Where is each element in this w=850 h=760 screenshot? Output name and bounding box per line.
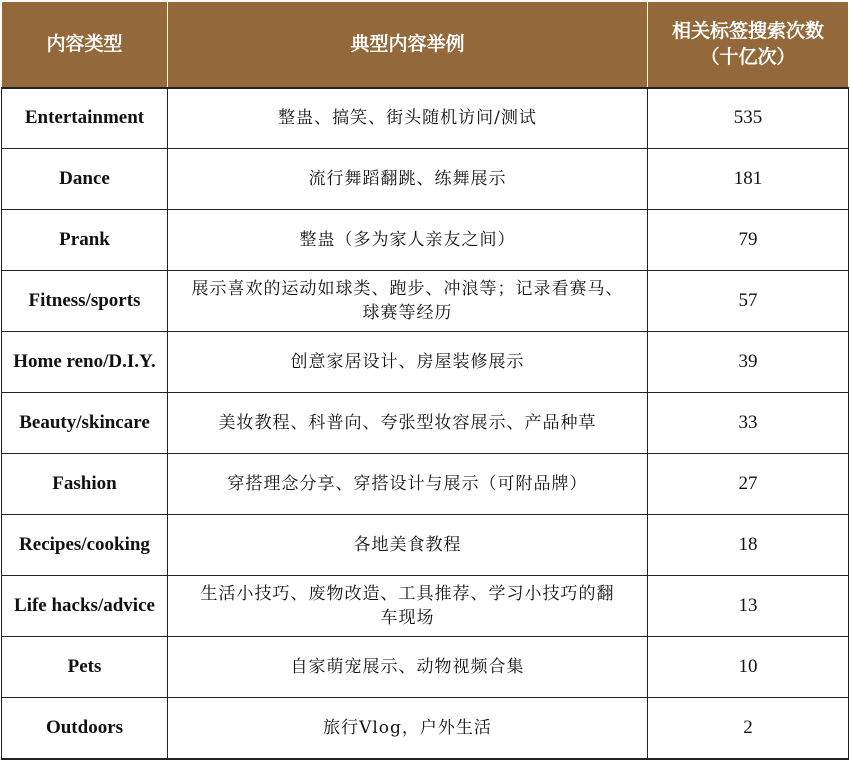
content-type-cell: Fitness/sports — [2, 271, 168, 332]
header-typical-examples: 典型内容举例 — [168, 2, 648, 88]
example-line: 各地美食教程 — [353, 535, 462, 555]
table-row — [2, 332, 849, 393]
content-type-table — [1, 1, 849, 760]
table-row — [2, 149, 849, 210]
table-row — [2, 637, 849, 698]
example-line: 穿搭理念分享、穿搭设计与展示（可附品牌） — [227, 474, 588, 494]
content-type-cell: Life hacks/advice — [2, 576, 168, 637]
example-cell — [168, 637, 648, 698]
table-row — [2, 454, 849, 515]
example-cell — [168, 210, 648, 271]
search-count-cell: 2 — [648, 698, 849, 759]
table-row — [2, 576, 849, 637]
example-line: 整蛊（多为家人亲友之间） — [299, 230, 516, 250]
search-count-cell: 18 — [648, 515, 849, 576]
example-line: 整蛊、搞笑、街头随机访问/测试 — [278, 108, 537, 129]
table-body — [2, 88, 849, 759]
example-line: 创意家居设计、房屋装修展示 — [290, 352, 525, 372]
example-line: 美妆教程、科普向、夸张型妆容展示、产品种草 — [218, 413, 597, 433]
example-cell — [168, 271, 648, 332]
search-count-cell: 181 — [648, 149, 849, 210]
content-type-cell: Home reno/D.I.Y. — [2, 332, 168, 393]
search-count-cell: 10 — [648, 637, 849, 698]
content-type-cell: Dance — [2, 149, 168, 210]
search-count-cell: 57 — [648, 271, 849, 332]
content-type-cell: Pets — [2, 637, 168, 698]
table-row — [2, 698, 849, 759]
search-count-cell: 79 — [648, 210, 849, 271]
example-cell — [168, 698, 648, 759]
header-search-count — [648, 2, 849, 88]
example-cell — [168, 149, 648, 210]
search-count-cell: 33 — [648, 393, 849, 454]
example-line: 展示喜欢的运动如球类、跑步、冲浪等；记录看赛马、 — [191, 279, 624, 299]
example-line: 自家萌宠展示、动物视频合集 — [290, 657, 525, 677]
header-search-count-unit: （十亿次） — [700, 46, 796, 69]
example-cell — [168, 393, 648, 454]
example-line: 旅行Vlog，户外生活 — [323, 717, 492, 738]
search-count-cell: 27 — [648, 454, 849, 515]
table-row — [2, 88, 849, 149]
example-cell — [168, 332, 648, 393]
search-count-cell: 535 — [648, 88, 849, 149]
search-count-cell: 13 — [648, 576, 849, 637]
table-row — [2, 210, 849, 271]
content-type-cell: Prank — [2, 210, 168, 271]
table-row — [2, 515, 849, 576]
header-search-count-label: 相关标签搜索次数 — [671, 20, 824, 43]
content-type-cell: Entertainment — [2, 88, 168, 149]
content-type-cell: Outdoors — [2, 698, 168, 759]
table-row — [2, 271, 849, 332]
example-cell — [168, 88, 648, 149]
table-header-row — [2, 2, 849, 88]
example-cell — [168, 515, 648, 576]
table-row — [2, 393, 849, 454]
search-count-cell: 39 — [648, 332, 849, 393]
example-line: 生活小技巧、废物改造、工具推荐、学习小技巧的翻 — [200, 584, 615, 604]
header-content-type: 内容类型 — [2, 2, 168, 88]
content-type-cell: Recipes/cooking — [2, 515, 168, 576]
example-cell — [168, 454, 648, 515]
example-line: 球赛等经历 — [362, 303, 453, 323]
example-cell — [168, 576, 648, 637]
content-type-cell: Fashion — [2, 454, 168, 515]
example-line: 流行舞蹈翻跳、练舞展示 — [308, 169, 507, 189]
example-line: 车现场 — [380, 608, 435, 628]
content-type-cell: Beauty/skincare — [2, 393, 168, 454]
